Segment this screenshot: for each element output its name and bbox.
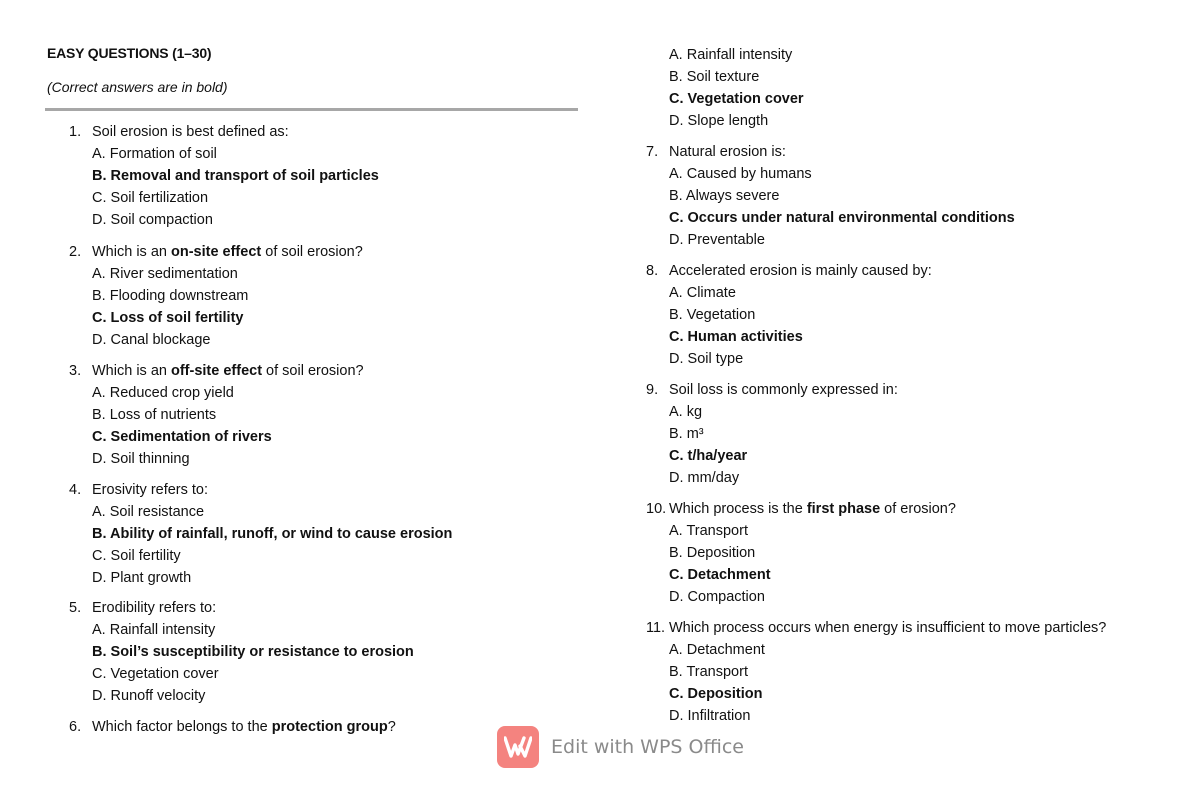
answer-options [669,163,1015,251]
question-stem [669,379,898,401]
question-stem [92,479,208,501]
page-subtitle: (Correct answers are in bold) [47,79,228,95]
answer-options [92,263,248,351]
correct-answer-option: C. Loss of soil fertility [92,310,244,326]
answer-option: A. Detachment [669,642,765,658]
page-title: EASY QUESTIONS (1–30) [47,45,212,61]
correct-answer-option: C. Deposition [669,686,763,702]
answer-option: A. Transport [669,523,748,539]
question-number: 6. [69,719,82,735]
answer-option: D. Canal blockage [92,332,211,348]
question-stem-text: Which is an [92,244,171,260]
answer-option: A. Rainfall intensity [92,622,216,638]
question-stem [92,241,363,263]
question-stem [92,597,216,619]
question-stem-text: Which process occurs when energy is insufficient to move particles? [669,620,1107,636]
wps-office-logo-icon [497,726,539,768]
answer-option: C. Soil fertility [92,548,181,564]
question-stem-text: Erodibility refers to: [92,600,217,616]
wps-watermark[interactable] [497,726,744,768]
answer-option: D. Soil compaction [92,212,213,228]
question-stem-text: Accelerated erosion is mainly caused by: [669,263,932,279]
question-stem-emphasis: first phase [806,501,881,517]
question-stem [669,498,956,520]
answer-option: D. Soil thinning [92,451,190,467]
question-number: 3. [69,363,82,379]
correct-answer-option: C. Sedimentation of rivers [92,429,272,445]
answer-option: A. River sedimentation [92,266,238,282]
correct-answer-option: C. Human activities [669,329,803,345]
answer-option: B. Flooding downstream [92,288,249,304]
question-stem-text: Erosivity refers to: [92,482,209,498]
question-number: 1. [69,124,82,140]
question-number: 10. [646,501,667,517]
answer-option: A. Reduced crop yield [92,385,234,401]
answer-option: D. Plant growth [92,570,192,586]
question-stem [92,121,289,143]
answer-option: A. Formation of soil [92,146,217,162]
answer-options [669,282,803,370]
question-number: 8. [646,263,659,279]
correct-answer-option: B. Soil’s susceptibility or resistance to erosion [92,644,414,660]
question-stem-text: Which is an [92,363,171,379]
answer-options [669,639,765,727]
answer-option: D. Slope length [669,113,769,129]
answer-options [92,382,272,470]
answer-option: B. Always severe [669,188,780,204]
answer-options [92,619,414,707]
answer-option: D. Compaction [669,589,765,605]
answer-option: A. Rainfall intensity [669,47,793,63]
question-stem-text: Which factor belongs to the [92,719,272,735]
answer-options [92,501,452,589]
answer-option: A. Soil resistance [92,504,205,520]
question-number: 4. [69,482,82,498]
answer-option: C. Soil fertilization [92,190,209,206]
header-divider [45,108,578,111]
question-stem-text: ? [387,719,396,735]
correct-answer-option: B. Removal and transport of soil particles [92,168,379,184]
question-stem-text: Soil erosion is best defined as: [92,124,289,140]
answer-option: D. Infiltration [669,708,751,724]
correct-answer-option: C. Occurs under natural environmental conditions [669,210,1015,226]
question-number: 11. [646,620,666,636]
question-number: 5. [69,600,82,616]
answer-option: D. Preventable [669,232,765,248]
correct-answer-option: C. Vegetation cover [669,91,804,107]
correct-answer-option: B. Ability of rainfall, runoff, or wind to cause erosion [92,526,453,542]
answer-option: B. Soil texture [669,69,760,85]
answer-options [92,143,379,231]
question-stem [669,617,1106,639]
question-stem [92,360,364,382]
answer-option: A. kg [669,404,703,420]
question-number: 2. [69,244,82,260]
question-stem-text: of soil erosion? [262,363,364,379]
answer-option: B. Loss of nutrients [92,407,217,423]
answer-option: C. Vegetation cover [92,666,219,682]
question-number: 9. [646,382,659,398]
question-stem-emphasis: off-site effect [170,363,263,379]
answer-option: B. Transport [669,664,748,680]
answer-option: B. Deposition [669,545,756,561]
question-stem-emphasis: on-site effect [170,244,262,260]
correct-answer-option: C. t/ha/year [669,448,748,464]
question-stem-text: of soil erosion? [261,244,363,260]
question-stem-text: of erosion? [880,501,956,517]
question-stem [669,260,932,282]
question-6-options [669,44,804,132]
answer-option: A. Climate [669,285,736,301]
question-number: 7. [646,144,659,160]
answer-option: A. Caused by humans [669,166,812,182]
question-stem-text: Soil loss is commonly expressed in: [669,382,898,398]
question-stem [92,716,396,738]
correct-answer-option: C. Detachment [669,567,771,583]
answer-option: B. m³ [669,426,704,442]
watermark-text: Edit with WPS Office [551,736,744,758]
answer-option: D. mm/day [669,470,740,486]
question-stem-text: Natural erosion is: [669,144,786,160]
question-stem-emphasis: protection group [271,719,388,735]
answer-options [669,401,747,489]
answer-option: B. Vegetation [669,307,756,323]
answer-options [669,520,771,608]
question-stem [669,141,786,163]
answer-option: D. Soil type [669,351,744,367]
question-stem-text: Which process is the [669,501,807,517]
answer-option: D. Runoff velocity [92,688,206,704]
